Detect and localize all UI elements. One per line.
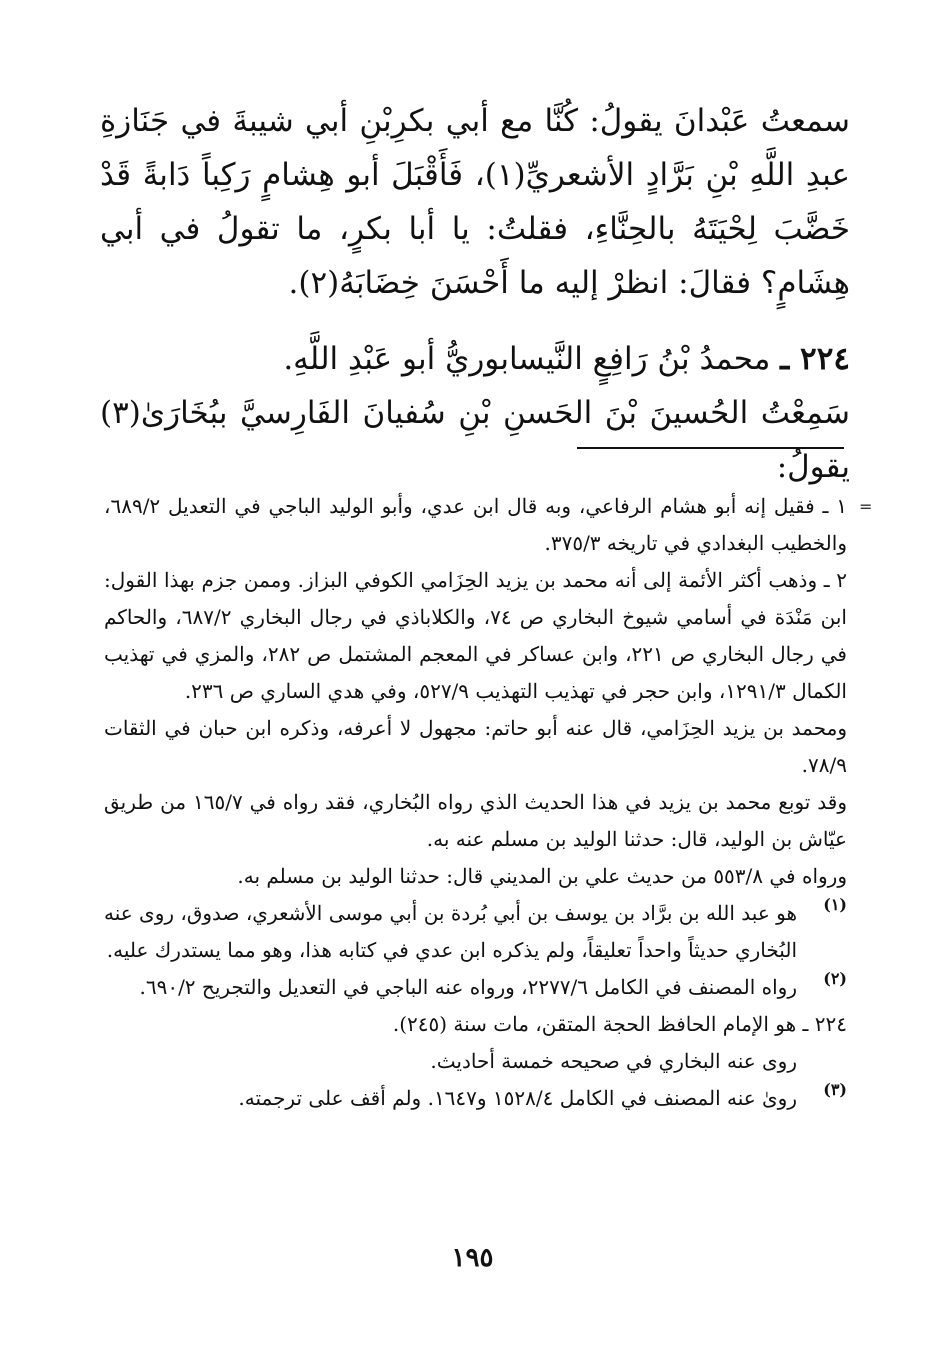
page-number: ١٩٥ — [451, 1243, 494, 1273]
note-continued-4: وقد توبع محمد بن يزيد في هذا الحديث الذي رواه البُخاري، فقد رواه في ١٦٥/٧ من طريق عيّاش بن الوليد، قال: حدثنا الوليد بن مسلم عنه به. — [104, 790, 847, 851]
footnote-1-marker: (١) — [823, 895, 847, 914]
footnote-1 — [104, 895, 847, 969]
narration-paragraph: سمعتُ عَبْدانَ يقولُ: كُنَّا مع أبي بكرِبْنِ أبي شيبةَ في جَنَازةِ عبدِ اللَّهِ بْنِ بَرَّادٍ الأشعريِّ(١)، فَأَقْبَلَ أبو هِشامٍ رَكِباً دَابةً قَدْ خَضَّبَ لِحْيَتَهُ بالحِنَّاءِ، فقلتُ: يا أبا بكرٍ، ما تقولُ في أبي هِشَامٍ؟ فقالَ: انظرْ إليه ما أَحْسَنَ خِضَابَهُ(٢). — [100, 103, 850, 301]
footnote-2-text: رواه المصنف في الكامل ٢٢٧٧/٦، ورواه عنه الباجي في التعديل والتجريح ٦٩٠/٢. — [139, 975, 797, 999]
note-continued-2: ٢ ـ وذهب أكثر الأئمة إلى أنه محمد بن يزيد الحِزَامي الكوفي البزاز. وممن جزم بهذا القول: ابن مَنْدَة في أسامي شيوخ البخاري ص ٧٤، والكلاباذي في رجال البخاري ٦٨٧/٢، والحاكم في رجال البخاري ص ٢٢١، وابن عساكر في المعجم المشتمل ص ٢٨٢، والمزي في تهذيب الكمال ١٢٩١/٣، وابن حجر في تهذيب التهذيب ٥٢٧/٩، وفي هدي الساري ص ٢٣٦. — [104, 568, 847, 703]
entry-heading — [100, 332, 850, 386]
continuation-mark: = — [859, 497, 873, 516]
note-continued-3: ومحمد بن يزيد الحِزَامي، قال عنه أبو حاتم: مجهول لا أعرفه، وذكره ابن حبان في الثقات ٧٨/٩. — [104, 716, 847, 777]
footnote-3-text: روىٰ عنه المصنف في الكامل ١٥٢٨/٤ و١٦٤٧. ولم أقف على ترجمته. — [238, 1086, 797, 1110]
footnotes — [104, 488, 847, 1117]
footnote-2 — [104, 969, 847, 1006]
entry-number: ٢٢٤ ـ — [780, 341, 850, 377]
entry-title: محمدُ بْنُ رَافِعٍ النَّيسابوريُّ أبو عَبْدِ اللَّهِ. — [283, 341, 771, 377]
footnote-3 — [104, 1080, 847, 1117]
footnote-3-marker: (٣) — [823, 1080, 847, 1099]
footnote-separator — [577, 447, 844, 449]
note-continued-1: ١ ـ فقيل إنه أبو هشام الرفاعي، وبه قال ابن عدي، وأبو الوليد الباجي في التعديل ٦٨٩/٢، والخطيب البغدادي في تاريخه ٣٧٥/٣. — [104, 494, 847, 555]
footnote-2-marker: (٢) — [823, 969, 847, 988]
note-224-line-1: ٢٢٤ ـ هو الإمام الحافظ الحجة المتقن، مات سنة (٢٤٥). — [392, 1012, 847, 1036]
narration-paragraph-2: سَمِعْتُ الحُسينَ بْنَ الحَسنِ بْنِ سُفيانَ الفَارِسيَّ ببُخَارَىٰ(٣) يقولُ: — [100, 395, 850, 485]
note-224-line-2: روى عنه البخاري في صحيحه خمسة أحاديث. — [430, 1049, 797, 1073]
main-text — [100, 94, 850, 494]
footnote-1-text: هو عبد الله بن برَّاد بن يوسف بن أبي بُردة بن أبي موسى الأشعري، صدوق، روى عنه البُخاري حديثاً واحداً تعليقاً، ولم يذكره ابن عدي في كتابه هذا، وهو مما يستدرك عليه. — [104, 901, 797, 962]
note-continued-5: ورواه في ٥٥٣/٨ من حديث علي بن المديني قال: حدثنا الوليد بن مسلم به. — [237, 864, 847, 888]
